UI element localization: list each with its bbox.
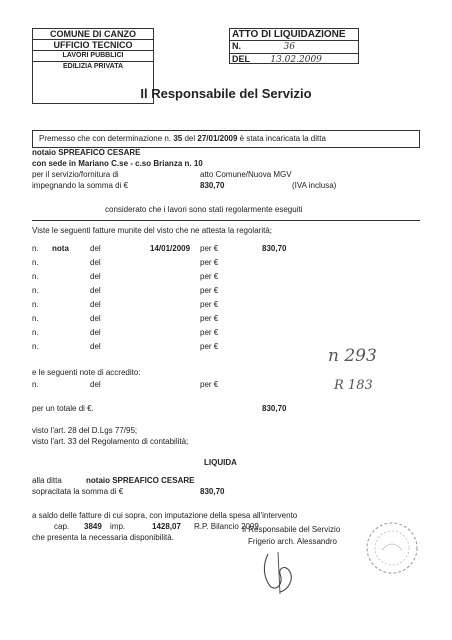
office-name: UFFICIO TECNICO xyxy=(33,40,153,51)
invoice-del-label: del xyxy=(90,328,101,337)
handwritten-note-2: R 183 xyxy=(334,378,373,393)
act-date-row xyxy=(230,54,358,66)
alla-ditta-label: alla ditta xyxy=(32,476,62,485)
premise-text-b: del xyxy=(184,134,196,143)
imp-value: 1428,07 xyxy=(152,522,181,531)
invoice-per-label: per € xyxy=(200,272,219,281)
act-number-row xyxy=(230,41,358,54)
cap-value: 3849 xyxy=(84,522,102,531)
service-value: atto Comune/Nuova MGV xyxy=(200,170,292,179)
handwritten-signature xyxy=(250,548,310,598)
premise-text-a: Premesso che con determinazione n. xyxy=(39,134,172,143)
invoice-per-label: per € xyxy=(200,286,219,295)
premise-text-c: è stata incaricata la ditta xyxy=(239,134,326,143)
sum-label: sopracitata la somma di € xyxy=(32,487,124,496)
invoice-del-label: del xyxy=(90,300,101,309)
invoice-per-label: per € xyxy=(200,314,219,323)
determination-date: 27/01/2009 xyxy=(197,134,238,143)
invoice-per-label: per € xyxy=(200,328,219,337)
invoice-n-label: n. xyxy=(32,244,39,253)
invoice-per-label: per € xyxy=(200,300,219,309)
total-value: 830,70 xyxy=(262,404,287,413)
liquida-heading: LIQUIDA xyxy=(204,458,237,467)
official-stamp xyxy=(364,520,420,576)
company-name: notaio SPREAFICO CESARE xyxy=(32,148,141,157)
act-number-value: 36 xyxy=(283,42,295,52)
signature-role: Il Responsabile del Servizio xyxy=(242,525,341,534)
premise-box xyxy=(32,130,420,148)
amount-value: 830,70 xyxy=(200,181,225,190)
invoice-amount: 830,70 xyxy=(262,244,287,253)
credit-per-label: per € xyxy=(200,380,219,389)
department-private-building: EDILIZIA PRIVATA xyxy=(62,63,124,70)
invoice-del-label: del xyxy=(90,244,101,253)
amount-label: impegnando la somma di € xyxy=(32,181,129,190)
visto-1: visto l'art. 28 del D.Lgs 77/95; xyxy=(32,426,138,435)
total-label: per un totale di €. xyxy=(32,404,94,413)
invoice-n-label: n. xyxy=(32,342,39,351)
considerato-text: considerato che i lavori sono stati regolarmente eseguiti xyxy=(105,205,303,214)
invoice-del-label: del xyxy=(90,314,101,323)
invoice-n-label: n. xyxy=(32,258,39,267)
credit-del-label: del xyxy=(90,380,101,389)
budget-year: R.P. Bilancio 2009 xyxy=(194,522,259,531)
act-date-label: DEL xyxy=(232,54,250,64)
sum-value: 830,70 xyxy=(200,487,225,496)
invoice-date: 14/01/2009 xyxy=(150,244,191,253)
invoice-per-label: per € xyxy=(200,342,219,351)
invoice-n-label: n. xyxy=(32,286,39,295)
signature-name: Frigerio arch. Alessandro xyxy=(248,537,337,546)
act-date-value: 13.02.2009 xyxy=(270,55,322,65)
act-box xyxy=(229,28,359,64)
cap-label: cap. xyxy=(54,522,70,531)
invoice-del-label: del xyxy=(90,272,101,281)
visto-2: visto l'art. 33 del Regolamento di contabilità; xyxy=(32,437,189,446)
divider xyxy=(32,220,420,221)
viste-text: Viste le seguenti fatture munite del visto che ne attesta la regolarità; xyxy=(32,226,272,235)
amount-note: (IVA inclusa) xyxy=(292,181,337,190)
alla-ditta-name: notaio SPREAFICO CESARE xyxy=(86,476,195,485)
act-number-label: N. xyxy=(232,41,241,51)
invoice-del-label: del xyxy=(90,258,101,267)
department-public-works: LAVORI PUBBLICI xyxy=(33,51,153,62)
invoice-per-label: per € xyxy=(200,244,219,253)
invoice-del-label: del xyxy=(90,286,101,295)
invoice-del-label: del xyxy=(90,342,101,351)
saldo-text: a saldo delle fatture di cui sopra, con imputazione della spesa all'intervento xyxy=(32,511,298,520)
imp-label: imp. xyxy=(110,522,126,531)
municipality-name: COMUNE DI CANZO xyxy=(33,29,153,40)
invoice-type: nota xyxy=(52,244,69,253)
availability-text: che presenta la necessaria disponibilità. xyxy=(32,533,174,542)
page-title: Il Responsabile del Servizio xyxy=(140,86,312,101)
invoice-n-label: n. xyxy=(32,272,39,281)
credit-notes-label: e le seguenti note di accredito: xyxy=(32,368,141,377)
act-title: ATTO DI LIQUIDAZIONE xyxy=(230,29,358,41)
company-seat: con sede in Mariano C.se - c.so Brianza n. 10 xyxy=(32,159,203,168)
invoice-n-label: n. xyxy=(32,300,39,309)
invoice-n-label: n. xyxy=(32,314,39,323)
determination-number: 35 xyxy=(173,134,183,143)
invoice-n-label: n. xyxy=(32,328,39,337)
credit-n-label: n. xyxy=(32,380,39,389)
handwritten-note-1: n 293 xyxy=(328,346,377,366)
service-label: per il servizio/fornitura di xyxy=(32,170,119,179)
invoice-per-label: per € xyxy=(200,258,219,267)
